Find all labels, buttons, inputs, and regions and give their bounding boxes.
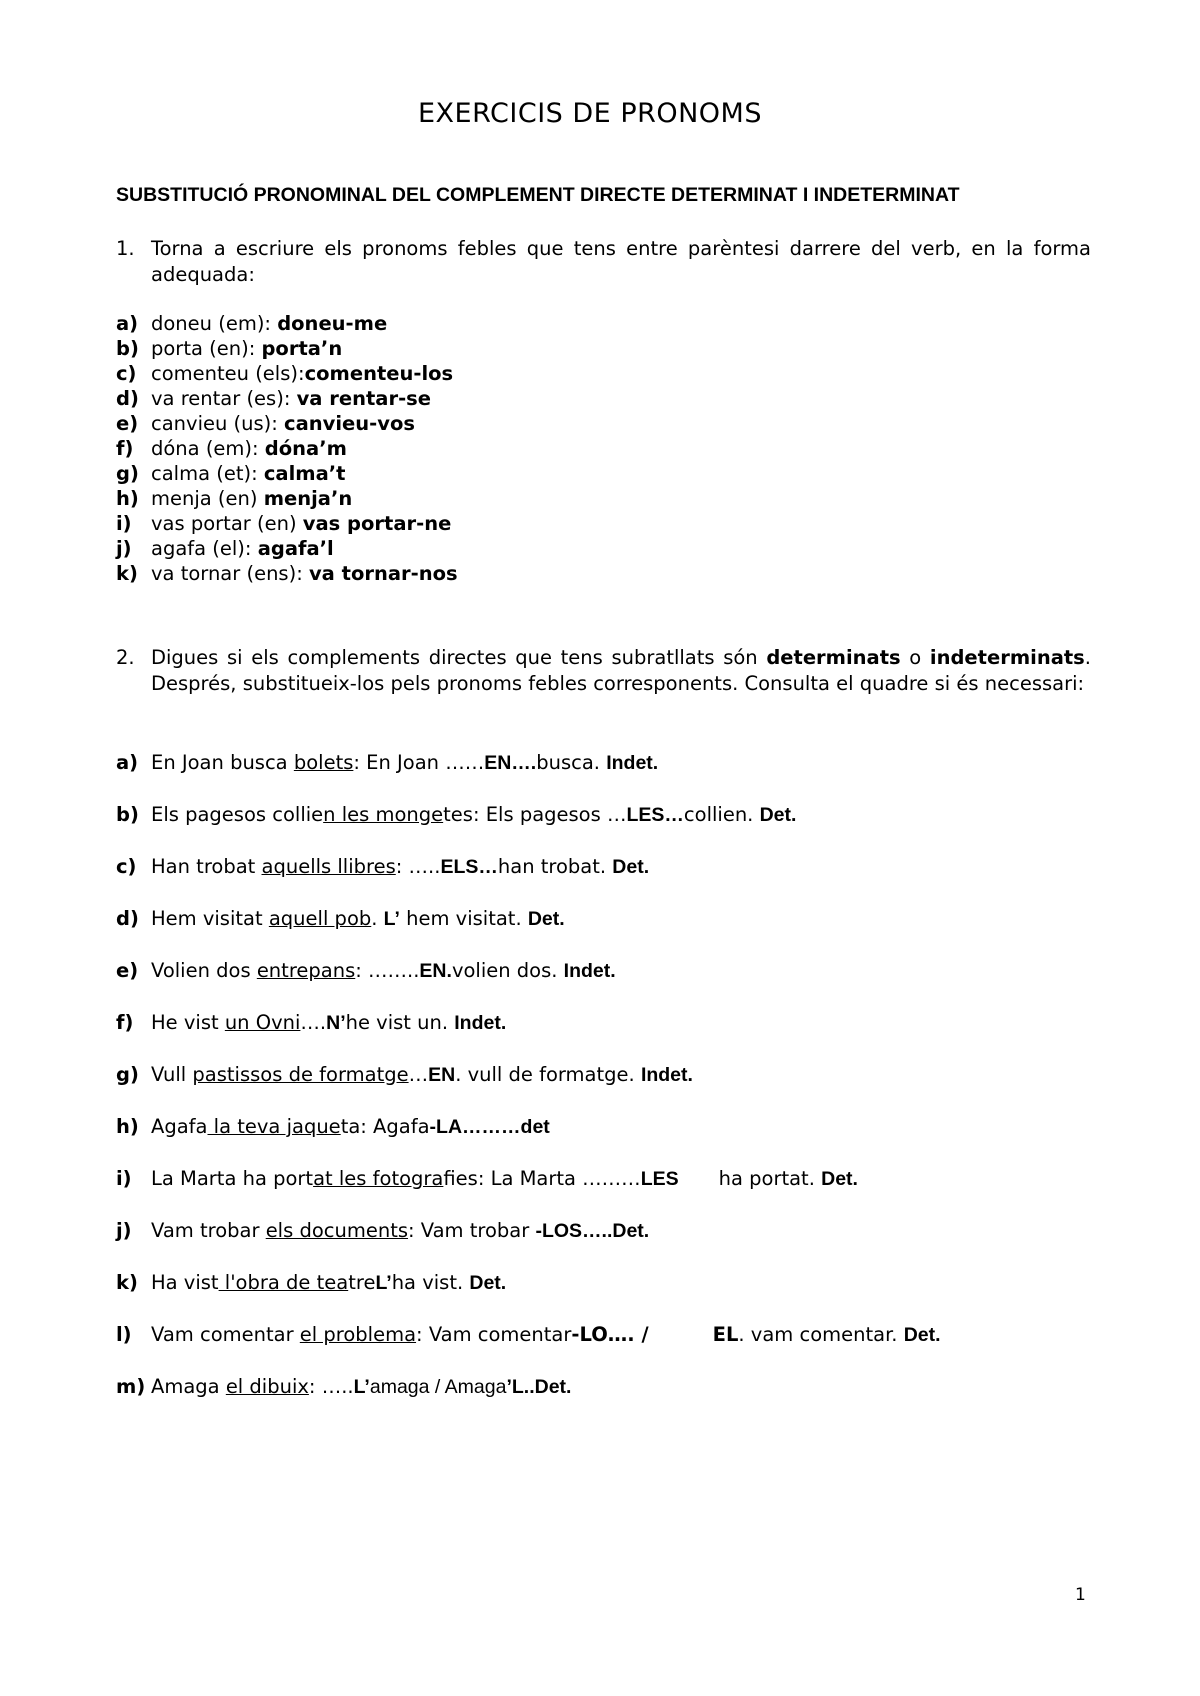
emphasis-indeterminats: indeterminats — [929, 646, 1085, 669]
item-prompt: dóna (em): — [151, 437, 265, 460]
item-body: En Joan busca bolets: En Joan ……EN….busca. Indet. — [151, 751, 659, 774]
item-prompt: calma (et): — [151, 462, 264, 485]
item-prompt: canvieu (us): — [151, 412, 285, 435]
item-body: Volien dos entrepans: ……..EN.volien dos. Indet. — [151, 959, 616, 982]
item-body — [151, 561, 458, 587]
underlined-complement: bolets — [293, 751, 354, 774]
item-prompt: vas portar (en) — [151, 512, 303, 535]
pronoun-answer: -LO…. / — [571, 1323, 649, 1346]
pronoun-answer: L’ — [375, 1272, 392, 1294]
question-text: Torna a escriure els pronoms febles que tens entre parèntesi darrere del verb, en la forma adequada: — [151, 237, 1091, 286]
item-label: d) — [116, 907, 139, 930]
underlined-complement: entrepans — [256, 959, 356, 982]
item-label: k) — [116, 1271, 138, 1294]
type-answer: Det. — [821, 1168, 858, 1190]
item-answer: doneu-me — [277, 312, 388, 335]
type-answer: Indet. — [454, 1012, 507, 1034]
type-answer: Det. — [612, 856, 650, 878]
pronoun-answer: N’ — [326, 1012, 346, 1034]
item-body: Els pagesos collien les mongetes: Els pagesos …LES…collien. Det. — [151, 803, 797, 826]
item-label: h) — [116, 487, 139, 510]
question-1 — [116, 236, 1091, 288]
item-body: Vam trobar els documents: Vam trobar -LOS…..Det. — [151, 1219, 650, 1242]
item-label: f) — [116, 1011, 134, 1034]
question-number: 2. — [116, 646, 135, 669]
item-prompt: menja (en) — [151, 487, 264, 510]
section-subtitle: SUBSTITUCIÓ PRONOMINAL DEL COMPLEMENT DIRECTE DETERMINAT I INDETERMINAT — [116, 184, 960, 206]
item-label: j) — [116, 537, 132, 560]
item-body: Ha vist l'obra de teatreL’ha vist. Det. — [151, 1271, 507, 1294]
item-label: e) — [116, 959, 139, 982]
item-label: h) — [116, 1115, 139, 1138]
type-answer: Det. — [469, 1272, 507, 1294]
item-label: g) — [116, 1063, 139, 1086]
item-label: b) — [116, 337, 139, 360]
underlined-complement: el problema — [299, 1323, 417, 1346]
type-answer: Det. — [527, 908, 565, 930]
question-text: Digues si els complements directes que tens subratllats són determinats o indeterminats. Després, substitueix-los pels pronoms febles corresponents. Consulta el quadre si és necessari: — [151, 646, 1091, 695]
underlined-complement: els documents — [265, 1219, 409, 1242]
item-body: La Marta ha portat les fotografies: La Marta ………LES ha portat. Det. — [151, 1167, 858, 1190]
item-answer: comenteu-los — [304, 362, 454, 385]
item-label: g) — [116, 462, 139, 485]
item-body: Agafa la teva jaqueta: Agafa-LA………det — [151, 1115, 550, 1138]
item-body — [151, 386, 431, 412]
item-body — [151, 361, 453, 387]
item-prompt: doneu (em): — [151, 312, 278, 335]
emphasis-determinats: determinats — [766, 646, 901, 669]
item-body: Vull pastissos de formatge…EN. vull de formatge. Indet. — [151, 1063, 693, 1086]
item-answer: menja’n — [263, 487, 353, 510]
item-body — [151, 461, 345, 487]
page-title: EXERCICIS DE PRONOMS — [418, 98, 762, 129]
item-prompt: porta (en): — [151, 337, 262, 360]
item-answer: agafa’l — [257, 537, 334, 560]
item-body — [151, 436, 347, 462]
type-answer: Indet. — [640, 1064, 693, 1086]
item-label: l) — [116, 1323, 132, 1346]
underlined-complement: at les fotogra — [313, 1167, 444, 1190]
question-2 — [116, 645, 1091, 697]
underlined-complement: la teva jaque — [207, 1115, 341, 1138]
underlined-complement: aquells llibres — [261, 855, 396, 878]
item-body — [151, 486, 352, 512]
item-label: i) — [116, 512, 132, 535]
item-prompt: agafa (el): — [151, 537, 258, 560]
pronoun-answer: LES… — [626, 804, 684, 826]
pronoun-answer: LES — [640, 1168, 679, 1190]
item-label: i) — [116, 1167, 132, 1190]
item-body: He vist un Ovni….N’he vist un. Indet. — [151, 1011, 507, 1034]
question-number: 1. — [116, 237, 135, 260]
item-body: Vam comentar el problema: Vam comentar-LO…. / EL. vam comentar. Det. — [151, 1323, 941, 1346]
pronoun-answer: EN…. — [484, 752, 537, 774]
item-answer: vas portar-ne — [302, 512, 452, 535]
item-prompt: comenteu (els): — [151, 362, 305, 385]
pronoun-answer: L’ — [383, 908, 400, 930]
item-label: f) — [116, 437, 134, 460]
type-answer: Indet. — [606, 752, 659, 774]
underlined-complement: pastissos de formatge — [192, 1063, 409, 1086]
type-answer: Indet. — [563, 960, 616, 982]
pronoun-answer: -LOS…..Det. — [535, 1220, 650, 1242]
underlined-complement: l'obra de tea — [218, 1271, 349, 1294]
pronoun-answer-alt: EL — [712, 1323, 739, 1346]
type-answer: Det. — [759, 804, 797, 826]
underlined-complement: aquell pob — [268, 907, 372, 930]
item-label: d) — [116, 387, 139, 410]
item-body — [151, 536, 334, 562]
item-label: k) — [116, 562, 138, 585]
item-prompt: va tornar (ens): — [151, 562, 309, 585]
underlined-complement: el dibuix — [225, 1375, 309, 1398]
item-answer: calma’t — [263, 462, 346, 485]
item-body: Han trobat aquells llibres: …..ELS…han trobat. Det. — [151, 855, 650, 878]
item-answer: canvieu-vos — [284, 412, 415, 435]
item-label: b) — [116, 803, 139, 826]
item-label: c) — [116, 362, 137, 385]
pronoun-answer: ELS… — [440, 856, 498, 878]
pronoun-answer: L’ — [353, 1376, 370, 1398]
pronoun-answer-alt: ’L..Det. — [506, 1376, 572, 1398]
item-label: a) — [116, 312, 139, 335]
item-label: c) — [116, 855, 137, 878]
item-body — [151, 411, 415, 437]
item-body: Amaga el dibuix: …..L’amaga / Amaga’L..Det. — [151, 1375, 572, 1398]
item-body — [151, 511, 451, 537]
item-answer: va tornar-nos — [308, 562, 458, 585]
item-label: e) — [116, 412, 139, 435]
item-label: m) — [116, 1375, 146, 1398]
page-number: 1 — [1075, 1585, 1086, 1605]
item-prompt: va rentar (es): — [151, 387, 297, 410]
type-answer: Det. — [903, 1324, 941, 1346]
item-body: Hem visitat aquell pob. L’ hem visitat. Det. — [151, 907, 565, 930]
item-label: j) — [116, 1219, 132, 1242]
underlined-complement: n les monge — [323, 803, 444, 826]
pronoun-answer: EN — [428, 1064, 456, 1086]
underlined-complement: un Ovni — [224, 1011, 301, 1034]
item-label: a) — [116, 751, 139, 774]
item-body — [151, 311, 387, 337]
pronoun-answer: EN. — [419, 960, 452, 982]
item-answer: va rentar-se — [296, 387, 431, 410]
item-answer: dóna’m — [264, 437, 347, 460]
pronoun-answer: -LA………det — [429, 1116, 550, 1138]
item-body — [151, 336, 342, 362]
item-answer: porta’n — [261, 337, 343, 360]
